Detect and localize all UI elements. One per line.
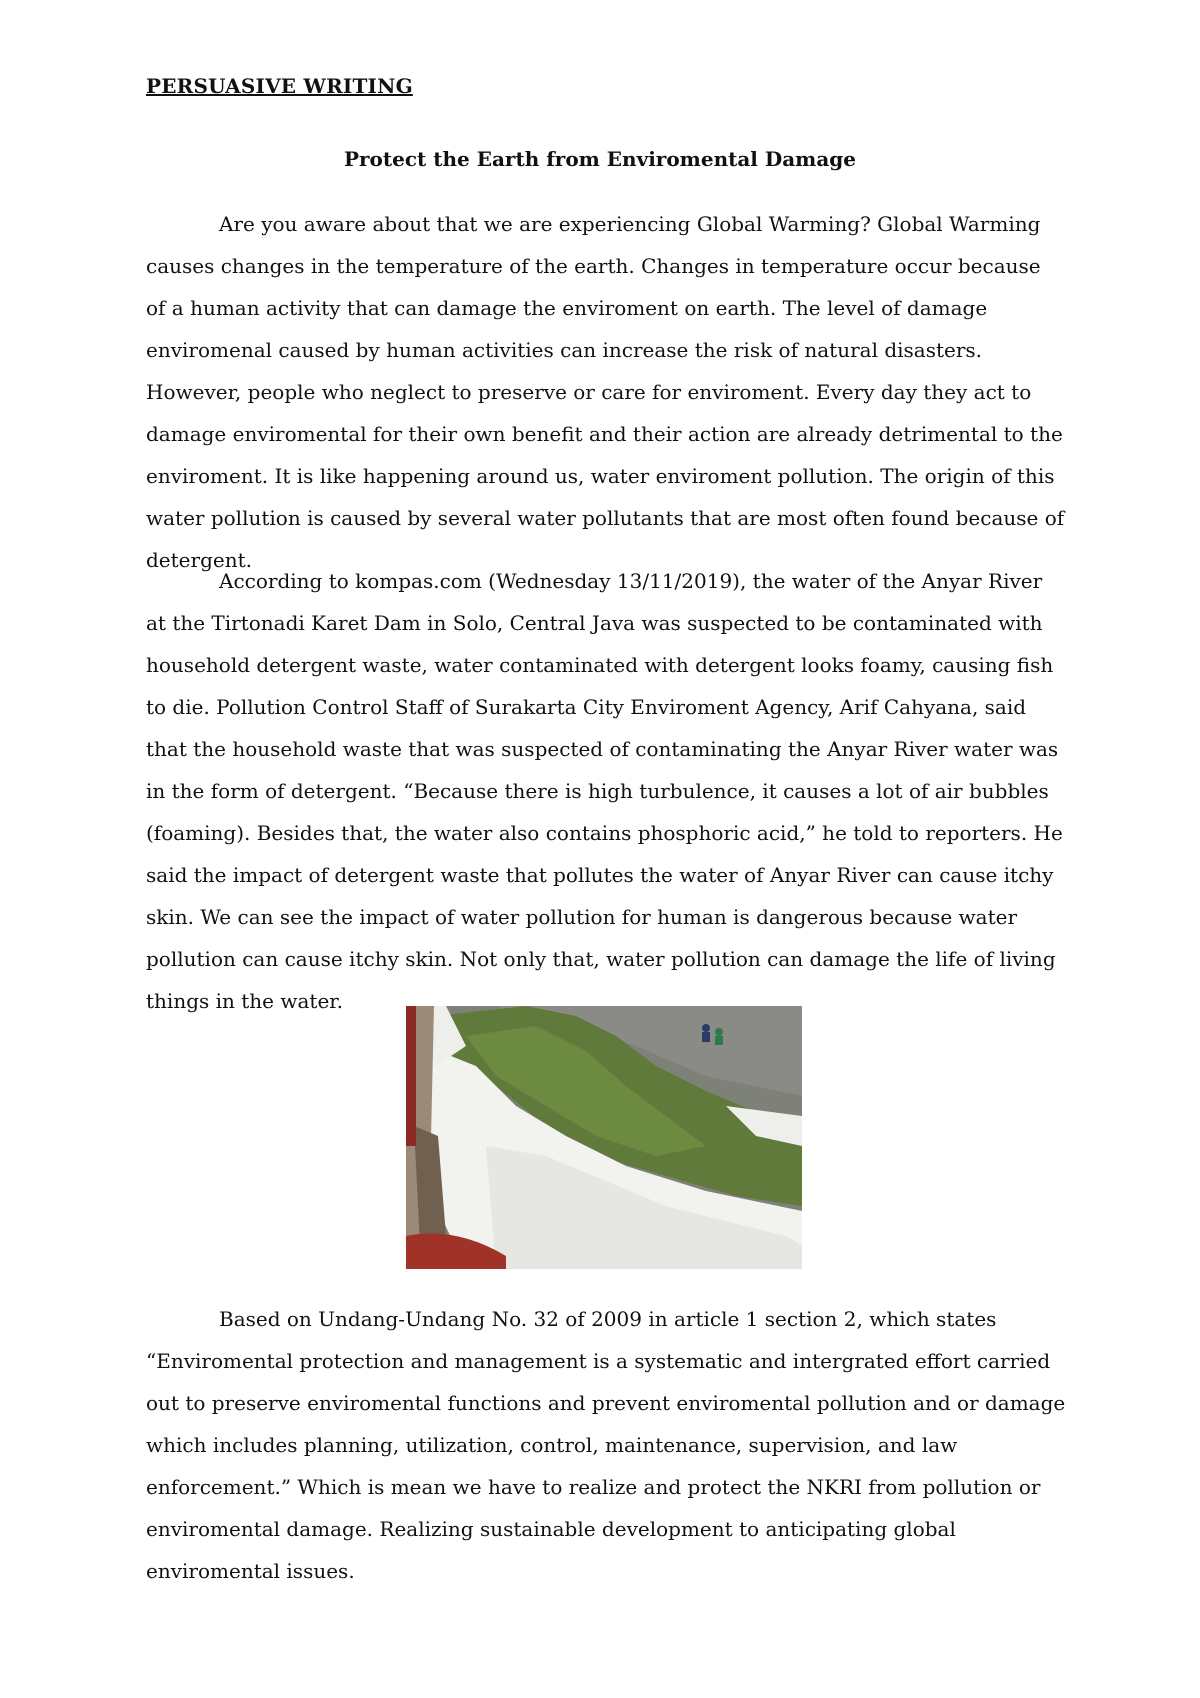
- document-title: Protect the Earth from Enviromental Damage: [343, 147, 856, 171]
- paragraph-1: Are you aware about that we are experiencing Global Warming? Global Warming causes changes in the temperature of the earth. Changes in temperature occur because of a human activity that can damage the enviroment on earth. The level of damage enviromenal caused by human activities can increase the risk of natural disasters. However, people who neglect to preserve or care for enviroment. Every day they act to damage enviromental for their own benefit and their action are already detrimental to the enviroment. It is like happening around us, water enviroment pollution. The origin of this water pollution is caused by several water pollutants that are most often found because of detergent.: [146, 212, 1065, 572]
- paragraph-2: According to kompas.com (Wednesday 13/11/2019), the water of the Anyar River at the Tirtonadi Karet Dam in Solo, Central Java was suspected to be contaminated with household detergent waste, water contaminated with detergent looks foamy, causing fish to die. Pollution Control Staff of Surakarta City Enviroment Agency, Arif Cahyana, said that the household waste that was suspected of contaminating the Anyar River water was in the form of detergent. “Because there is high turbulence, it causes a lot of air bubbles (foaming). Besides that, the water also contains phosphoric acid,” he told to reporters. He said the impact of detergent waste that pollutes the water of Anyar River can cause itchy skin. We can see the impact of water pollution for human is dangerous because water pollution can cause itchy skin. Not only that, water pollution can damage the life of living things in the water.: [146, 569, 1063, 1013]
- document-heading: PERSUASIVE WRITING: [146, 74, 413, 98]
- paragraph-3: Based on Undang-Undang No. 32 of 2009 in article 1 section 2, which states “Enviromental protection and management is a systematic and intergrated effort carried out to preserve enviromental functions and prevent enviromental pollution and or damage which includes planning, utilization, control, maintenance, supervision, and law enforcement.” Which is mean we have to realize and protect the NKRI from pollution or enviromental damage. Realizing sustainable development to anticipating global enviromental issues.: [146, 1307, 1066, 1583]
- river-foam-photo: [406, 1006, 802, 1269]
